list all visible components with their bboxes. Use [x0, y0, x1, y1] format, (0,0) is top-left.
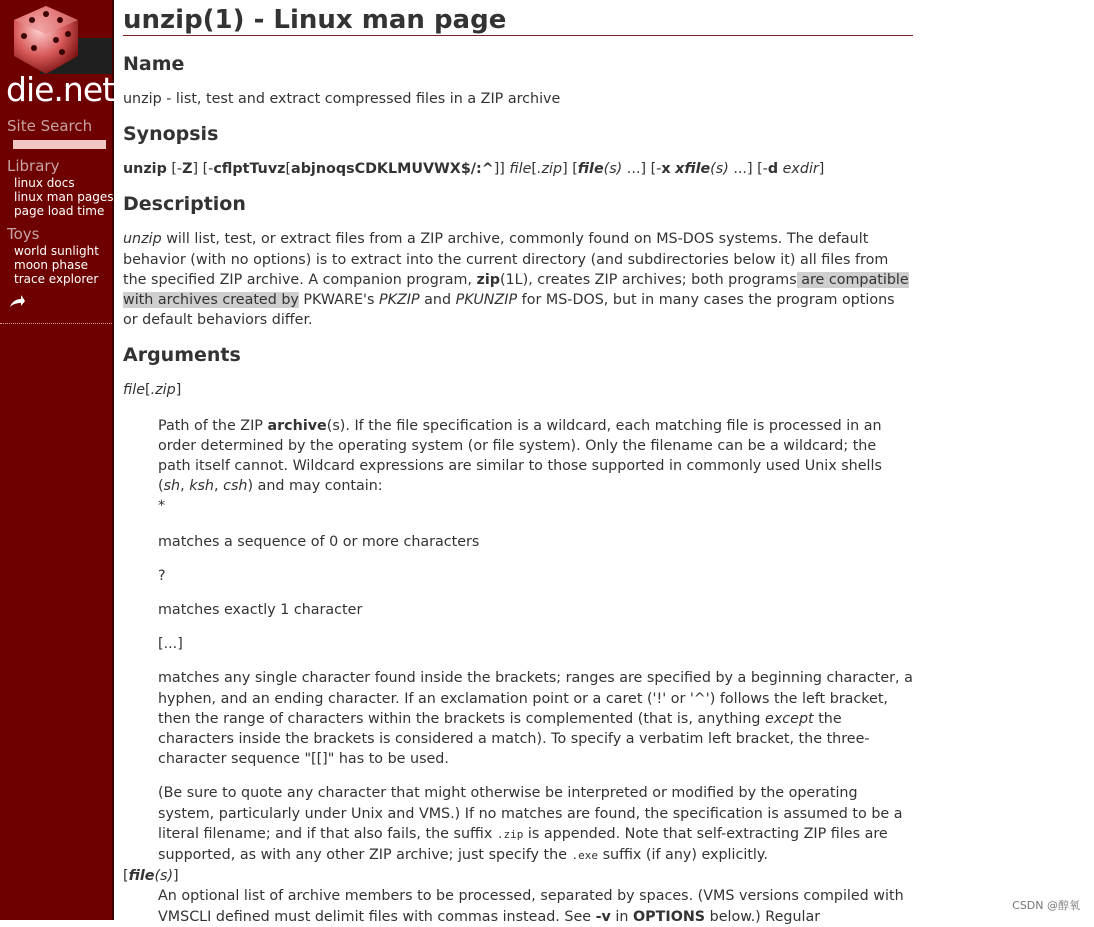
options-ref: OPTIONS	[632, 908, 706, 925]
arg-desc-text: (s). If the file specification is a wildcard, each matching file is processed in an order determined by the operating system (or file system). Only the filename can be a wildcard; the path itself cannot. Wildcard expressions are similar to those supported in commonly used Unix shells (	[158, 417, 882, 495]
synopsis-flag-z: Z	[182, 161, 193, 178]
arg-text: ]	[175, 382, 182, 399]
zip-link[interactable]: zip	[476, 271, 500, 288]
synopsis-file: file	[509, 161, 532, 178]
wildcard-star-desc: matches a sequence of 0 or more characters	[158, 533, 480, 550]
desc-text: and	[419, 292, 456, 309]
shell-sh: sh	[163, 478, 181, 495]
sidebar	[0, 0, 114, 920]
wildcard-question-desc: matches exactly 1 character	[158, 602, 363, 619]
synopsis-cmd: unzip	[123, 161, 167, 178]
arg-desc-text: Path of the ZIP	[158, 417, 268, 434]
arg-zip: .zip	[150, 382, 176, 399]
sidebar-divider	[0, 323, 112, 324]
desc-text: (1L), creates ZIP archives; both programs	[500, 271, 797, 288]
note-text: suffix (if any) explicitly.	[598, 847, 768, 864]
synopsis-text: [-	[166, 161, 183, 178]
arg-files-term	[123, 866, 913, 886]
section-heading-name: Name	[123, 53, 185, 75]
arg-desc-text: ,	[180, 478, 190, 495]
library-label: Library	[7, 157, 60, 175]
files-desc-text: in	[610, 908, 633, 925]
sidebar-link-linux-man-pages[interactable]: linux man pages	[14, 190, 114, 204]
arg-archive: archive	[267, 417, 327, 434]
desc-text: PKWARE's	[298, 292, 379, 309]
arg-text: [	[123, 868, 129, 885]
section-heading-arguments: Arguments	[123, 344, 241, 367]
description-paragraph	[123, 229, 913, 330]
share-arrow-icon[interactable]	[8, 293, 26, 311]
note-text: (Be sure to quote any character that might otherwise be interpreted or modified by the operating system, particularly under Unix and VMS.) If no matches are found, the specification is assumed to be a literal filename; and if that also fails, the suffix	[158, 785, 903, 842]
synopsis-text: ...] [-	[728, 161, 768, 178]
arg-text: [	[145, 382, 151, 399]
toys-label: Toys	[7, 225, 40, 243]
synopsis-text: ]	[818, 161, 825, 178]
site-search-input[interactable]	[13, 140, 106, 149]
selected-text: are compatible with archives created by	[123, 271, 909, 309]
arg-file: file	[123, 382, 146, 399]
quoting-note	[158, 783, 913, 866]
arg-desc-text: ) and may contain:	[247, 478, 383, 495]
section-heading-description: Description	[123, 193, 246, 216]
man-page-content	[123, 0, 913, 927]
synopsis-text: ]]	[493, 161, 510, 178]
synopsis-xfile: xfile	[675, 161, 711, 178]
wildcard-question: ?	[158, 567, 166, 584]
sidebar-link-moon-phase[interactable]: moon phase	[14, 258, 89, 272]
section-heading-synopsis: Synopsis	[123, 123, 219, 146]
sidebar-link-world-sunlight[interactable]: world sunlight	[14, 244, 99, 258]
brackets-except: except	[765, 710, 814, 727]
arg-text: ]	[173, 868, 179, 885]
synopsis-flags: cflptTuvz	[213, 161, 286, 178]
synopsis-text: [	[531, 161, 537, 178]
logo-text: die.net	[6, 70, 115, 109]
synopsis-exdir: exdir	[782, 161, 819, 178]
files-desc-text: An optional list of archive members to be processed, separated by spaces. (VMS versions compiled with VMSCLI defined must delimit files with commas instead. See	[158, 888, 904, 925]
brackets-text: the characters inside the brackets is considered a match). To specify a verbatim left bracket, the three-character sequence "[[]" has to be used.	[158, 710, 870, 768]
wildcard-star: *	[158, 498, 166, 515]
brackets-text: matches any single character found inside the brackets; ranges are specified by a beginning character, a hyphen, and an ending character. If an exclamation point or a caret ('!' or '^') follows the left bracket, then the range of characters within the brackets is complemented (that is, anything	[158, 670, 913, 727]
desc-text: for MS-DOS, but in many cases the program options or default behaviors differ.	[123, 292, 895, 329]
sidebar-link-trace-explorer[interactable]: trace explorer	[14, 272, 99, 286]
option-v: -v	[595, 908, 611, 925]
files-desc-text: below.) Regular	[705, 908, 821, 925]
synopsis-text: ...] [-	[622, 161, 662, 178]
dice-icon	[10, 4, 82, 76]
synopsis-flag-d: d	[767, 161, 779, 178]
arg-file-description	[158, 416, 913, 517]
synopsis-files: file	[577, 161, 604, 178]
desc-pkzip: PKZIP	[378, 292, 420, 309]
wildcard-brackets-desc	[158, 668, 913, 769]
suffix-zip: .zip	[496, 827, 524, 841]
shell-csh: csh	[223, 478, 248, 495]
sidebar-link-linux-docs[interactable]: linux docs	[14, 176, 75, 190]
arg-files-description	[158, 886, 913, 926]
note-text: is appended. Note that self-extracting ZIP files are supported, as with any other ZIP archive; just specify the	[158, 825, 888, 864]
name-text: unzip - list, test and extract compressed files in a ZIP archive	[123, 91, 561, 107]
synopsis-files-s: (s)	[603, 161, 623, 178]
desc-pkunzip: PKUNZIP	[455, 292, 518, 309]
sidebar-link-page-load-time[interactable]: page load time	[14, 204, 105, 218]
page-title: unzip(1) - Linux man page	[123, 0, 913, 36]
watermark: CSDN @醇氧	[1012, 899, 1080, 912]
synopsis-text: ] [-	[192, 161, 214, 178]
wildcard-brackets: [...]	[158, 636, 183, 653]
desc-unzip: unzip	[123, 231, 162, 248]
suffix-exe: .exe	[571, 849, 599, 863]
arg-files-file: file	[128, 868, 155, 885]
synopsis-zip: .zip	[536, 161, 563, 178]
synopsis-xfile-s: (s)	[710, 161, 729, 178]
synopsis-line	[123, 159, 913, 179]
synopsis-flag-x: x	[661, 161, 671, 178]
arg-file-term	[123, 380, 913, 400]
arg-desc-text: ,	[213, 478, 224, 495]
site-search-label: Site Search	[7, 117, 93, 135]
site-logo[interactable]	[0, 0, 115, 110]
synopsis-text: ] [	[562, 161, 578, 178]
desc-text: will list, test, or extract files from a ZIP archive, commonly found on MS-DOS systems. The default behavior (with no options) is to extract into the current directory (and subdirectories below it) all files from the specified ZIP archive. A companion program,	[123, 231, 889, 288]
arg-files-s: (s)	[154, 868, 174, 885]
shell-ksh: ksh	[189, 478, 214, 495]
synopsis-modifiers: abjnoqsCDKLMUVWX$/:^	[291, 161, 494, 178]
synopsis-text: [	[285, 161, 292, 178]
